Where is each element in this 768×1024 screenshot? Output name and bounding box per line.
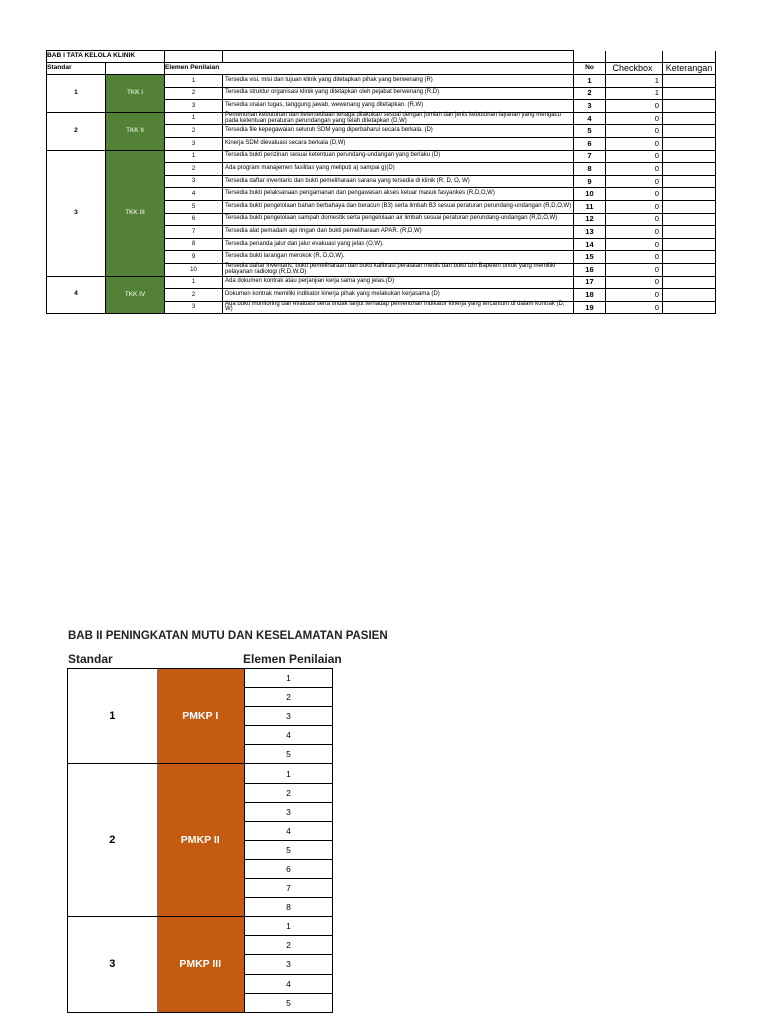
elemen-number: 4 xyxy=(245,974,333,993)
elemen-number: 3 xyxy=(165,137,223,150)
elemen-number: 7 xyxy=(165,226,223,239)
checkbox-value[interactable]: 0 xyxy=(606,238,663,251)
row-number: 4 xyxy=(574,112,606,125)
elemen-description: Tersedia bukti pengelolaan bahan berbahaya dan beracun (B3) serta limbah B3 sesuai peraturan perundang-undangan (R,D,O,W) xyxy=(223,200,574,213)
bab2-title: BAB II PENINGKATAN MUTU DAN KESELAMATAN PASIEN xyxy=(68,630,388,642)
bab2-table xyxy=(67,668,333,1013)
standar-number: 1 xyxy=(47,75,106,113)
bab2-elemen-label: Elemen Penilaian xyxy=(243,652,342,666)
elemen-number: 3 xyxy=(245,707,333,726)
elemen-number: 4 xyxy=(245,821,333,840)
table-row xyxy=(47,75,716,88)
elemen-description: Tersedia bukti larangan merokok (R, D,O,W). xyxy=(223,251,574,264)
elemen-number: 5 xyxy=(245,745,333,764)
row-number: 18 xyxy=(574,289,606,302)
elemen-number: 2 xyxy=(245,936,333,955)
elemen-number: 3 xyxy=(165,100,223,113)
standar-number: 3 xyxy=(47,150,106,276)
elemen-description: Tersedia bukti pengelolaan sampah domestik serta pengelolaan air limbah sesuai peraturan perundang-undangan (R,D,O,W) xyxy=(223,213,574,226)
standar-code: PMKP II xyxy=(157,764,245,917)
checkbox-value[interactable]: 0 xyxy=(606,301,663,314)
keterangan-cell[interactable] xyxy=(663,238,716,251)
elemen-number: 2 xyxy=(165,289,223,302)
keterangan-cell[interactable] xyxy=(663,226,716,239)
row-number: 12 xyxy=(574,213,606,226)
standar-header: Standar xyxy=(47,63,106,75)
elemen-header: Elemen Penilaian xyxy=(165,63,574,75)
elemen-number: 9 xyxy=(165,251,223,264)
table-row xyxy=(47,150,716,163)
elemen-number: 2 xyxy=(245,688,333,707)
keterangan-cell[interactable] xyxy=(663,125,716,138)
table-row xyxy=(68,669,333,688)
row-number: 11 xyxy=(574,200,606,213)
keterangan-cell[interactable] xyxy=(663,289,716,302)
row-number: 15 xyxy=(574,251,606,264)
standar-number: 2 xyxy=(68,764,157,917)
keterangan-cell[interactable] xyxy=(663,276,716,289)
checkbox-value[interactable]: 0 xyxy=(606,289,663,302)
elemen-number: 1 xyxy=(165,112,223,125)
elemen-number: 10 xyxy=(165,263,223,276)
checkbox-header: Checkbox xyxy=(606,63,663,75)
keterangan-cell[interactable] xyxy=(663,251,716,264)
row-number: 5 xyxy=(574,125,606,138)
keterangan-cell[interactable] xyxy=(663,137,716,150)
row-number: 9 xyxy=(574,175,606,188)
elemen-description: Tersedia file kepegawaian seluruh SDM yang diperbaharui secara berkala. (D) xyxy=(223,125,574,138)
elemen-number: 1 xyxy=(165,75,223,88)
elemen-number: 1 xyxy=(165,276,223,289)
table-row xyxy=(68,917,333,936)
elemen-description: Tersedia alat pemadam api ringan dan bukti pemeliharaan APAR. (R,D,W) xyxy=(223,226,574,239)
checkbox-value[interactable]: 0 xyxy=(606,276,663,289)
elemen-number: 2 xyxy=(165,163,223,176)
checkbox-value[interactable]: 0 xyxy=(606,163,663,176)
elemen-number: 7 xyxy=(245,879,333,898)
elemen-description: Tersedia penanda jalur dan jalur evakuasi yang jelas (O,W). xyxy=(223,238,574,251)
standar-number: 4 xyxy=(47,276,106,314)
elemen-number: 3 xyxy=(165,301,223,314)
row-number: 17 xyxy=(574,276,606,289)
keterangan-cell[interactable] xyxy=(663,263,716,276)
elemen-description: Dokumen kontrak memiliki indikator kinerja pihak yang melakukan kerjasama (D) xyxy=(223,289,574,302)
checkbox-value[interactable]: 0 xyxy=(606,188,663,201)
standar-code: TKK III xyxy=(106,150,165,276)
keterangan-cell[interactable] xyxy=(663,175,716,188)
elemen-number: 8 xyxy=(165,238,223,251)
standar-code: TKK II xyxy=(106,112,165,150)
elemen-description: Tersedia struktur organisasi klinik yang ditetapkan oleh pejabat berwenang (R,D) xyxy=(223,87,574,100)
checkbox-value[interactable]: 0 xyxy=(606,137,663,150)
keterangan-cell[interactable] xyxy=(663,301,716,314)
standar-code: TKK I xyxy=(106,75,165,113)
row-number: 13 xyxy=(574,226,606,239)
elemen-number: 8 xyxy=(245,898,333,917)
keterangan-cell[interactable] xyxy=(663,75,716,88)
bab1-title: BAB I TATA KELOLA KLINIK xyxy=(47,51,165,63)
checkbox-value[interactable]: 0 xyxy=(606,226,663,239)
standar-code: PMKP I xyxy=(157,669,245,764)
bab1-table xyxy=(46,50,716,314)
elemen-description: Ada program manajemen fasilitas yang meliputi a) sampai g)(D) xyxy=(223,163,574,176)
elemen-number: 2 xyxy=(245,783,333,802)
row-number: 1 xyxy=(574,75,606,88)
checkbox-value[interactable]: 0 xyxy=(606,251,663,264)
keterangan-cell[interactable] xyxy=(663,213,716,226)
elemen-number: 1 xyxy=(245,764,333,783)
row-number: 6 xyxy=(574,137,606,150)
checkbox-value[interactable]: 0 xyxy=(606,213,663,226)
checkbox-value[interactable]: 0 xyxy=(606,112,663,125)
elemen-number: 1 xyxy=(165,150,223,163)
standar-number: 3 xyxy=(68,917,157,1012)
elemen-description: Ada dokumen kontrak atau perjanjian kerja sama yang jelas.(D) xyxy=(223,276,574,289)
elemen-number: 1 xyxy=(245,917,333,936)
elemen-number: 3 xyxy=(245,802,333,821)
keterangan-cell[interactable] xyxy=(663,188,716,201)
row-number: 19 xyxy=(574,301,606,314)
keterangan-cell[interactable] xyxy=(663,112,716,125)
standar-number: 1 xyxy=(68,669,157,764)
elemen-number: 2 xyxy=(165,125,223,138)
bab2-standar-label: Standar xyxy=(68,652,113,666)
elemen-number: 2 xyxy=(165,87,223,100)
no-header: No xyxy=(574,63,606,75)
elemen-number: 4 xyxy=(245,726,333,745)
elemen-number: 5 xyxy=(165,200,223,213)
elemen-description: Tersedia daftar inventaris dan bukti pemeliharaan sarana yang tersedia di klinik (R, D, O, W) xyxy=(223,175,574,188)
elemen-number: 3 xyxy=(165,175,223,188)
checkbox-value[interactable]: 1 xyxy=(606,87,663,100)
elemen-number: 6 xyxy=(245,859,333,878)
elemen-number: 6 xyxy=(165,213,223,226)
standar-code: PMKP III xyxy=(157,917,245,1012)
table-row xyxy=(68,764,333,783)
row-number: 3 xyxy=(574,100,606,113)
row-number: 10 xyxy=(574,188,606,201)
table-row xyxy=(47,276,716,289)
row-number: 14 xyxy=(574,238,606,251)
checkbox-value[interactable]: 0 xyxy=(606,150,663,163)
checkbox-value[interactable]: 0 xyxy=(606,125,663,138)
elemen-number: 4 xyxy=(165,188,223,201)
checkbox-value[interactable]: 0 xyxy=(606,263,663,276)
elemen-description: Tersedia uraian tugas, tanggung jawab, wewenang yang ditetapkan. (R,W) xyxy=(223,100,574,113)
keterangan-cell[interactable] xyxy=(663,150,716,163)
row-number: 8 xyxy=(574,163,606,176)
keterangan-cell[interactable] xyxy=(663,87,716,100)
checkbox-value[interactable]: 0 xyxy=(606,175,663,188)
elemen-description: Ada bukti monitoring dan evaluasi serta tindak lanjut terhadap pemenuhan indikator kinerja yang tercantum di dalam kontrak (D, W) xyxy=(223,301,574,314)
elemen-description: Tersedia visi, misi dan tujuan klinik yang ditetapkan pihak yang berwenang (R) xyxy=(223,75,574,88)
elemen-description: Pemenuhan kebutuhan dan ketersediaan tenaga dilakukan sesuai dengan jumlah dan jenis kebutuhan layanan yang mengacu pada ketentuan peraturan perundangan yang telah ditetapkan (D,W) xyxy=(223,112,574,125)
keterangan-cell[interactable] xyxy=(663,200,716,213)
standar-number: 2 xyxy=(47,112,106,150)
row-number: 16 xyxy=(574,263,606,276)
keterangan-header: Keterangan xyxy=(663,63,716,75)
checkbox-value[interactable]: 0 xyxy=(606,200,663,213)
checkbox-value[interactable]: 1 xyxy=(606,75,663,88)
elemen-description: Tersedia bukti perizinan sesuai ketentuan perundang-undangan yang berlaku (D) xyxy=(223,150,574,163)
elemen-description: Tersedia bukti pelaksanaan pengamanan dan pengawasan akses keluar masuk fasyankes (R,D,O,W) xyxy=(223,188,574,201)
table-row xyxy=(47,112,716,125)
keterangan-cell[interactable] xyxy=(663,100,716,113)
elemen-description: Kinerja SDM dievaluasi secara berkala (D,W) xyxy=(223,137,574,150)
bab1-header-row xyxy=(47,63,716,75)
keterangan-cell[interactable] xyxy=(663,163,716,176)
elemen-number: 5 xyxy=(245,840,333,859)
elemen-number: 5 xyxy=(245,993,333,1012)
bab1-title-row xyxy=(47,51,716,63)
row-number: 2 xyxy=(574,87,606,100)
row-number: 7 xyxy=(574,150,606,163)
checkbox-value[interactable]: 0 xyxy=(606,100,663,113)
elemen-description: Tersedia daftar inventaris, bukti pemeliharaan dan bukti kalibrasi peralatan medis dan bukti izin Bapeten untuk yang memiliki pelayanan radiologi (R,D,W,O) xyxy=(223,263,574,276)
elemen-number: 1 xyxy=(245,669,333,688)
elemen-number: 3 xyxy=(245,955,333,974)
standar-code: TKK IV xyxy=(106,276,165,314)
